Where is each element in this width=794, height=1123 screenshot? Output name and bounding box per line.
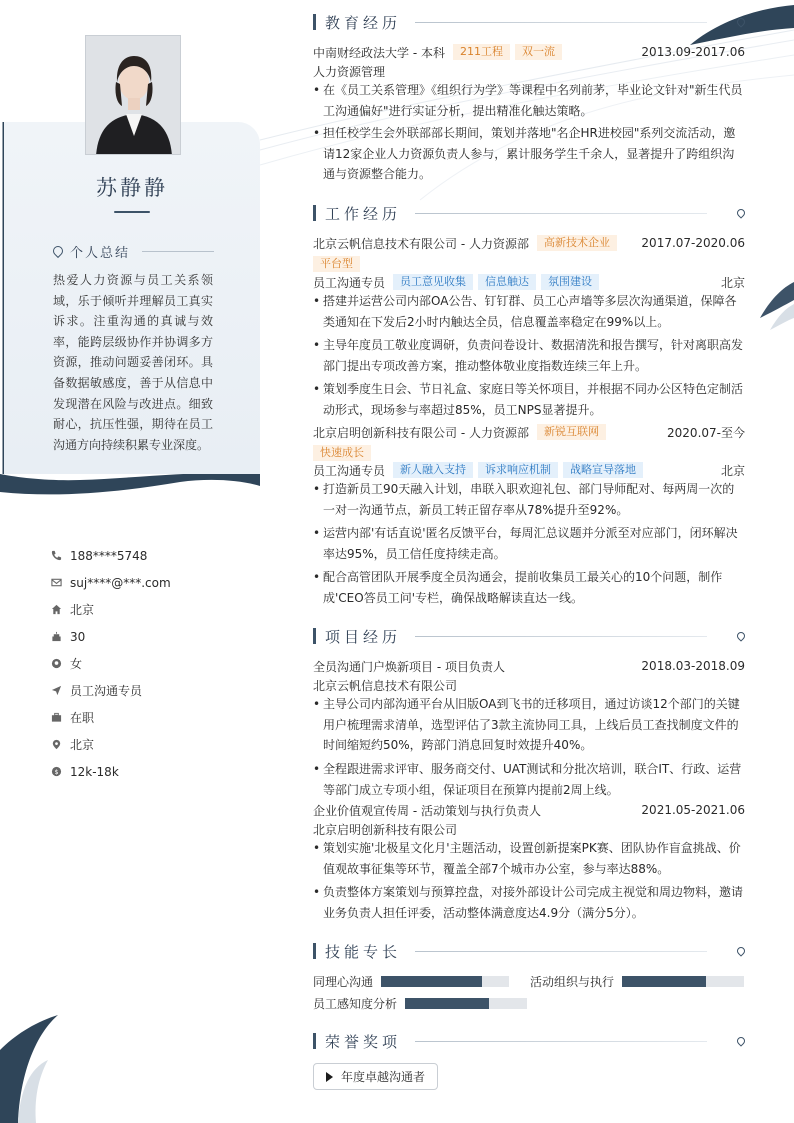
- work-role: [313, 273, 745, 291]
- work-bullet: • 主导年度员工敬业度调研，负责问卷设计、数据清洗和报告撰写，针对离职高发部门提出专项改善方案，推动整体敬业度指数连续三年上升。: [313, 335, 745, 376]
- svg-text:$: $: [53, 767, 59, 776]
- school-name: 中南财经政法大学 - 本科: [313, 45, 445, 60]
- company-name: 北京启明创新科技有限公司 - 人力资源部: [313, 425, 529, 440]
- project-date: 2021.05-2021.06: [641, 803, 745, 817]
- play-icon: [326, 1072, 333, 1082]
- phone-icon: [50, 550, 62, 562]
- contact-status: [50, 704, 171, 731]
- company-tag: 平台型: [313, 256, 360, 272]
- skill-name: 活动组织与执行: [530, 974, 615, 989]
- section-skills-heading: [313, 941, 745, 961]
- work-date: 2017.07-2020.06: [641, 236, 745, 250]
- summary-divider: [142, 251, 214, 252]
- skill-name: 员工感知度分析: [313, 996, 398, 1011]
- work-bullet: • 配合高管团队开展季度全员沟通会，提前收集员工最关心的10个问题，制作成'CEO答员工问'专栏，确保战略解读直达一线。: [313, 567, 745, 608]
- school-tag: 211工程: [453, 44, 510, 60]
- project-bullet: • 主导公司内部沟通平台从旧版OA到飞书的迁移项目，通过访谈12个部门的关键用户梳理需求清单，选型评估了3款主流协同工具，上线后员工查找制度文件的时间缩短约50%，跨部门消息回复时效提升40%。: [313, 694, 745, 756]
- work-bullet: • 搭建并运营公司内部OA公告、钉钉群、员工心声墙等多层次沟通渠道，保障各类通知在下发后2小时内触达全员，信息覆盖率稳定在99%以上。: [313, 291, 745, 332]
- role-name: 员工沟通专员: [313, 463, 386, 478]
- skill-item: [313, 995, 527, 1011]
- section-work-heading: [313, 203, 745, 223]
- role-name: 员工沟通专员: [313, 275, 386, 290]
- project-org: 北京云帆信息技术有限公司: [313, 678, 458, 693]
- work-city: 北京: [720, 463, 745, 478]
- contact-position: [50, 677, 171, 704]
- section-title: 荣誉奖项: [325, 1032, 402, 1051]
- project-name: 企业价值观宣传周 - 活动策划与执行负责人: [313, 803, 541, 818]
- work-company-tags: [313, 444, 745, 462]
- role-tag: 氛围建设: [541, 274, 599, 290]
- honor-badge: [313, 1063, 438, 1090]
- contact-city: [50, 731, 171, 758]
- location-pin-icon: [51, 244, 65, 258]
- salary-icon: [50, 766, 62, 778]
- company-name: 北京云帆信息技术有限公司 - 人力资源部: [313, 236, 529, 251]
- skill-item: [530, 973, 744, 989]
- section-title: 技能专长: [325, 942, 402, 961]
- project-header: [313, 657, 745, 675]
- skill-name: 同理心沟通: [313, 974, 374, 989]
- summary-heading: [53, 242, 214, 260]
- project-bullet: • 负责整体方案策划与预算控盘，对接外部设计公司完成主视觉和周边物料，邀请业务负责人担任评委，活动整体满意度达4.9分（满分5分）。: [313, 882, 745, 923]
- briefcase-icon: [50, 712, 62, 724]
- education-date: 2013.09-2017.06: [641, 45, 745, 59]
- contact-value: 30: [70, 629, 86, 644]
- project-bullet: • 策划实施'北极星文化月'主题活动，设置创新提案PK赛、团队协作盲盒挑战、价值观故事征集等环节，覆盖全部7个城市办公室，参与率达88%。: [313, 838, 745, 879]
- work-company-header: [313, 234, 745, 252]
- work-company-tags: [313, 255, 745, 273]
- project-date: 2018.03-2018.09: [641, 659, 745, 673]
- contact-phone: [50, 542, 171, 569]
- location-icon: [50, 739, 62, 751]
- home-icon: [50, 604, 62, 616]
- contact-age: [50, 623, 171, 650]
- location-pin-icon: [735, 945, 746, 956]
- project-bullet: • 全程跟进需求评审、服务商交付、UAT测试和分批次培训，联合IT、行政、运营等部门成立专项小组，保证项目在预算内提前2周上线。: [313, 759, 745, 800]
- work-date: 2020.07-至今: [667, 425, 745, 440]
- role-tag: 信息触达: [478, 274, 536, 290]
- contact-value: suj****@***.com: [70, 575, 171, 590]
- skill-level: [381, 976, 482, 987]
- skill-bar: [381, 976, 509, 987]
- work-city: 北京: [720, 275, 745, 290]
- education-bullet: • 担任校学生会外联部部长期间，策划并落地"名企HR进校园"系列交流活动，邀请12家企业人力资源负责人参与，累计服务学生千余人，显著提升了跨组织沟通与资源整合能力。: [313, 123, 745, 185]
- school-tag: 双一流: [515, 44, 562, 60]
- contact-value: 女: [70, 657, 83, 671]
- company-tag: 快速成长: [313, 445, 371, 461]
- company-tag: 新锐互联网: [537, 424, 606, 440]
- skill-level: [622, 976, 706, 987]
- section-title: 项目经历: [325, 627, 402, 646]
- honor-name: 年度卓越沟通者: [341, 1070, 426, 1084]
- company-tag: 高新技术企业: [537, 235, 617, 251]
- profile-name: 苏静静: [96, 176, 168, 200]
- skill-item: [313, 973, 509, 989]
- skill-bar: [622, 976, 744, 987]
- contact-value: 北京: [70, 738, 95, 752]
- contact-value: 员工沟通专员: [70, 684, 143, 698]
- project-name: 全员沟通门户焕新项目 - 项目负责人: [313, 659, 505, 674]
- location-pin-icon: [735, 16, 746, 27]
- contact-email: [50, 569, 171, 596]
- work-bullet: • 策划季度生日会、节日礼盒、家庭日等关怀项目，并根据不同办公区特色定制活动形式，现场参与率超过85%，员工NPS显著提升。: [313, 379, 745, 420]
- skill-bar: [405, 998, 527, 1009]
- role-tag: 战略宣导落地: [563, 462, 643, 478]
- section-title: 教育经历: [325, 13, 402, 32]
- avatar: [85, 35, 181, 155]
- location-pin-icon: [735, 1035, 746, 1046]
- avatar-photo-icon: [86, 36, 181, 155]
- section-education-heading: [313, 12, 745, 32]
- role-tag: 诉求响应机制: [478, 462, 558, 478]
- work-bullet: • 运营内部'有话直说'匿名反馈平台，每周汇总议题并分派至对应部门，闭环解决率达95%，员工信任度持续走高。: [313, 523, 745, 564]
- send-icon: [50, 685, 62, 697]
- contact-list: [50, 542, 171, 785]
- project-org: 北京启明创新科技有限公司: [313, 822, 458, 837]
- email-icon: [50, 577, 62, 589]
- education-major: 人力资源管理: [313, 64, 386, 79]
- contact-value: 188****5748: [70, 548, 148, 563]
- education-header: [313, 43, 745, 61]
- summary-title: 个人总结: [70, 245, 131, 261]
- contact-home: [50, 596, 171, 623]
- section-projects-heading: [313, 626, 745, 646]
- skill-level: [405, 998, 489, 1009]
- work-bullet: • 打造新员工90天融入计划，串联入职欢迎礼包、部门导师配对、每两周一次的一对一沟通节点，新员工转正留存率从78%提升至92%。: [313, 479, 745, 520]
- contact-value: 北京: [70, 603, 95, 617]
- location-pin-icon: [735, 630, 746, 641]
- gender-icon: [50, 658, 62, 670]
- contact-salary: [50, 758, 171, 785]
- role-tag: 员工意见收集: [393, 274, 473, 290]
- section-honors-heading: [313, 1031, 745, 1051]
- work-role: [313, 461, 745, 479]
- location-pin-icon: [735, 207, 746, 218]
- summary-text: 热爱人力资源与员工关系领域，乐于倾听并理解员工真实诉求。注重沟通的真诚与效率，能跨层级协作并协调多方资源，推动问题妥善闭环。具备数据敏感度，善于从信息中发现潜在风险与改进点。细致耐心，抗压性强，期待在员工沟通方向持续积累专业深度。: [53, 273, 213, 452]
- contact-gender: [50, 650, 171, 677]
- education-bullet: • 在《员工关系管理》《组织行为学》等课程中名列前茅，毕业论文针对"新生代员工沟通偏好"进行实证分析，提出精准化触达策略。: [313, 80, 745, 121]
- project-header: [313, 801, 745, 819]
- contact-value: 在职: [70, 711, 95, 725]
- section-title: 工作经历: [325, 204, 402, 223]
- contact-value: 12k-18k: [70, 764, 119, 779]
- name-underline: [114, 211, 150, 213]
- work-company-header: [313, 423, 745, 441]
- cake-icon: [50, 631, 62, 643]
- role-tag: 新人融入支持: [393, 462, 473, 478]
